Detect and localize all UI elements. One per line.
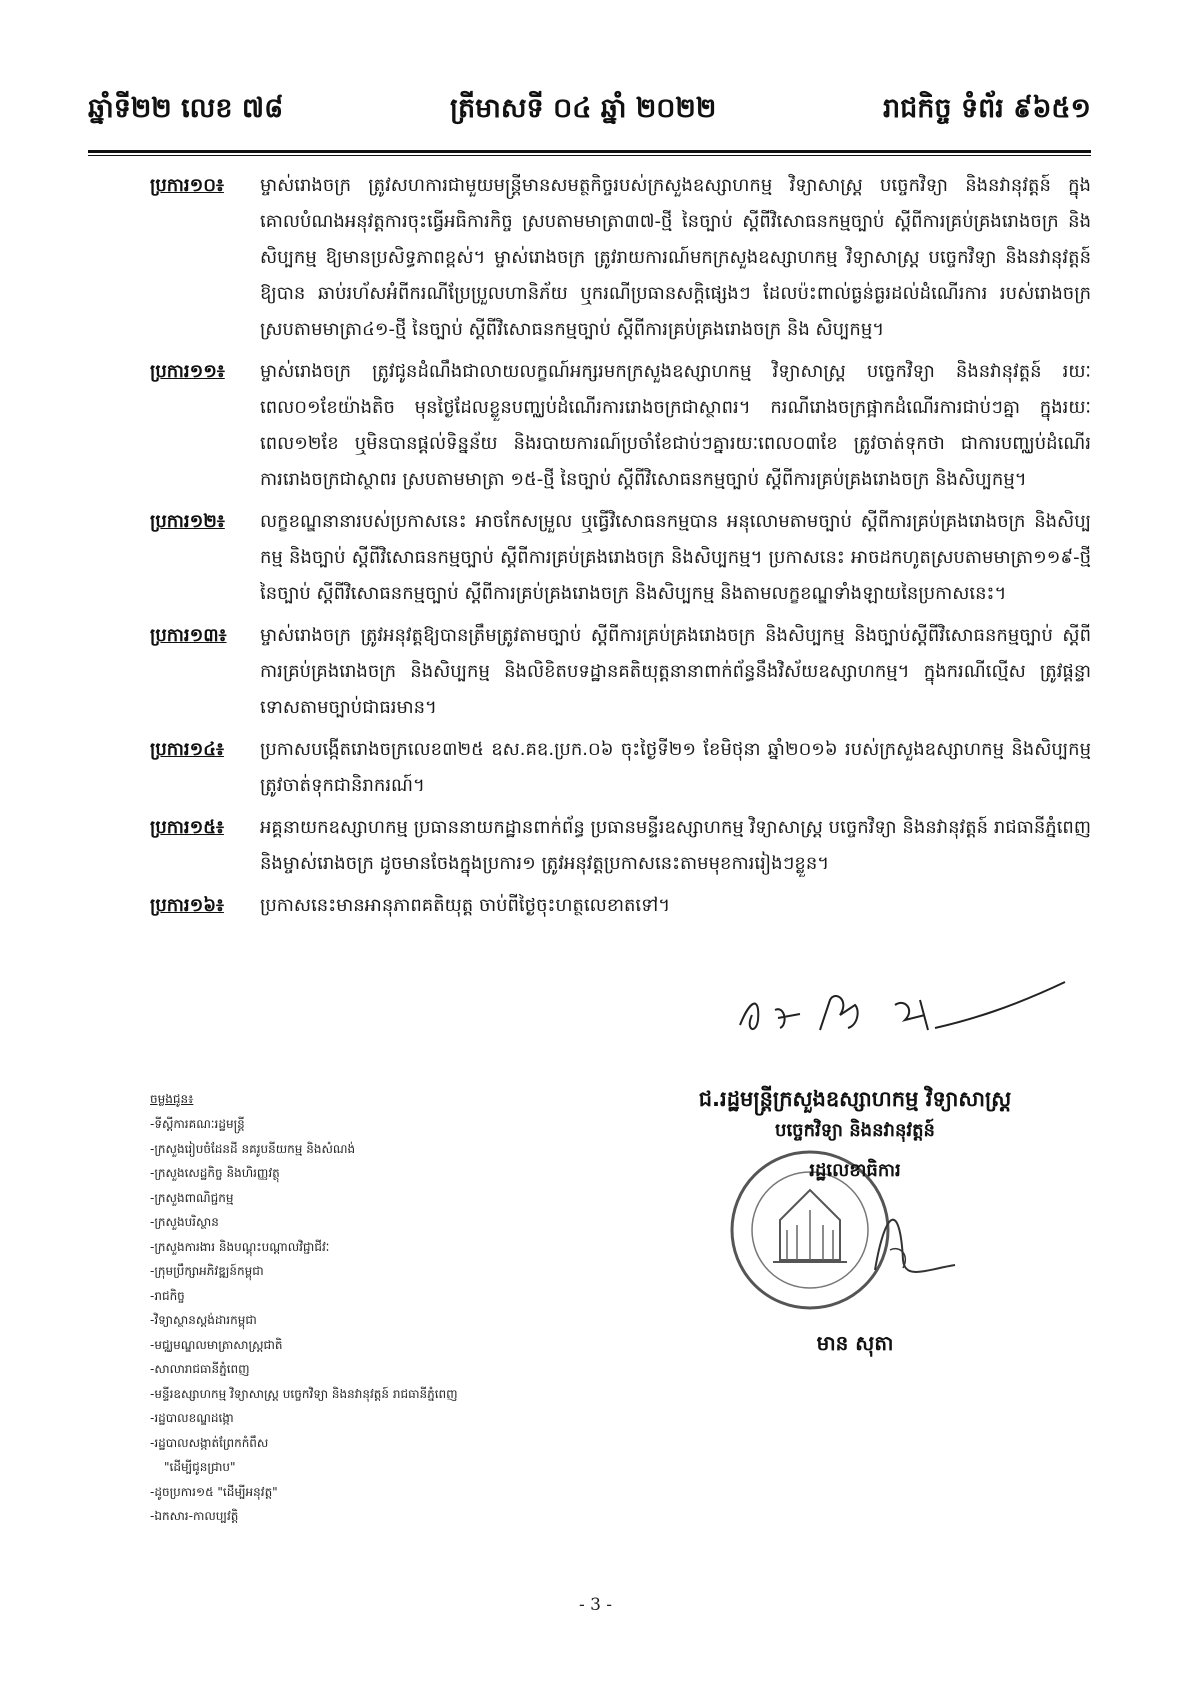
article-text: ប្រកាសនេះមានអានុភាពគតិយុត្ត ចាប់ពីថ្ងៃចុះហត្ថលេខាតទៅ។ [260,895,671,916]
recipients-title: ចម្លងជូន៖ [150,1092,194,1106]
article-text: លក្ខខណ្ឌនានារបស់ប្រកាសនេះ អាចកែសម្រួល ឬធ្វើវិសោធនកម្មបាន អនុលោមតាមច្បាប់ ស្តីពីការគ្រប់គ្រងរោងចក្រ និងសិប្បកម្ម និងច្បាប់ ស្តីពីវិសោធនកម្មច្បាប់ ស្តីពីការគ្រប់គ្រងរោងចក្រ និងសិប្បកម្ម។ ប្រកាសនេះ អាចដកហូតស្របតាមមាត្រា១១៩-ថ្មី នៃច្បាប់ ស្តីពីវិសោធនកម្មច្បាប់ ស្តីពីការគ្រប់គ្រងរោងចក្រ និងសិប្បកម្ម និងតាមលក្ខខណ្ឌទាំងឡាយនៃប្រកាសនេះ។ [260,511,1091,604]
article-10 [150,168,1091,348]
recipient-item: -រាជកិច្ច [150,1288,185,1303]
header-rule [88,150,1091,153]
article-label: ប្រការ១៥៖ [150,817,224,838]
article-text: អគ្គនាយកឧស្សាហកម្ម ប្រធាននាយកដ្ឋានពាក់ព័ន្ធ ប្រធានមន្ទីរឧស្សាហកម្ម វិទ្យាសាស្ត្រ បច្ចេកវិទ្យា និងនវានុវត្តន៍ រាជធានីភ្នំពេញ និងម្ចាស់រោងចក្រ ដូចមានចែងក្នុងប្រការ១ ត្រូវអនុវត្តប្រកាសនេះតាមមុខការរៀងៗខ្លួន។ [260,817,1091,874]
article-16 [150,888,1091,924]
recipient-item: -ទីស្តីការគណៈរដ្ឋមន្ត្រី [150,1117,245,1131]
article-label: ប្រការ១៤៖ [150,739,224,760]
article-label: ប្រការ១១៖ [150,361,225,382]
article-label: ប្រការ១៣៖ [150,625,227,646]
gazette-header [88,92,1091,141]
article-label: ប្រការ១០៖ [150,175,224,196]
recipient-note: "ដើម្បីជូនជ្រាប" [164,1460,236,1474]
article-14 [150,732,1091,804]
recipient-item: -ក្រសួងរៀបចំដែនដី នគរូបនីយកម្ម និងសំណង់ [150,1141,356,1156]
header-page: រាជកិច្ច ទំព័រ ៩៦៥១ [883,93,1091,124]
articles-list [150,168,1091,930]
minister-name: មាន សុតា [816,1331,894,1355]
article-11 [150,354,1091,498]
minister-role: រដ្ឋលេខាធិការ [809,1160,901,1181]
recipient-item: -ក្រសួងបរិស្ថាន [150,1215,219,1229]
recipient-item: -មជ្ឈមណ្ឌលមាត្រាសាស្ត្រជាតិ [150,1337,283,1352]
recipient-item: -ឯកសារ-កាលប្បវត្តិ [150,1509,239,1523]
minister-title: ជ.រដ្ឋមន្ត្រីក្រសួងឧស្សាហកម្ម វិទ្យាសាស្ត្រ [698,1087,1012,1111]
initials-signature [730,970,1070,1050]
recipients-list [150,1088,570,1529]
signature-block [640,1082,1070,1360]
article-label: ប្រការ១២៖ [150,511,225,532]
recipient-item: -ដូចប្រការ១៥ "ដើម្បីអនុវត្ត" [150,1484,278,1499]
recipient-item: -សាលារាជធានីភ្នំពេញ [150,1362,250,1376]
article-text: ម្ចាស់រោងចក្រ ត្រូវសហការជាមួយមន្ត្រីមានសមត្ថកិច្ចរបស់ក្រសួងឧស្សាហកម្ម វិទ្យាសាស្ត្រ បច្ចេកវិទ្យា និងនវានុវត្តន៍ ក្នុងគោលបំណងអនុវត្តការចុះធ្វើអធិការកិច្ច ស្របតាមមាត្រា៣៧-ថ្មី នៃច្បាប់ ស្តីពីវិសោធនកម្មច្បាប់ ស្តីពីការគ្រប់គ្រងរោងចក្រ និងសិប្បកម្ម ឱ្យមានប្រសិទ្ធភាពខ្ពស់។ ម្ចាស់រោងចក្រ ត្រូវរាយការណ៍មកក្រសួងឧស្សាហកម្ម វិទ្យាសាស្ត្រ បច្ចេកវិទ្យា និងនវានុវត្តន៍ ឱ្យបាន ឆាប់រហ័សអំពីករណីប្រែប្រួលហានិភ័យ ឬករណីប្រធានសក្តិផ្សេងៗ ដែលប៉ះពាល់ធ្ងន់ធ្ងរដល់ដំណើរការ របស់រោងចក្រ ស្របតាមមាត្រា៤១-ថ្មី នៃច្បាប់ ស្តីពីវិសោធនកម្មច្បាប់ ស្តីពីការគ្រប់គ្រងរោងចក្រ និង សិប្បកម្ម។ [260,175,1091,340]
page-number: - 3 - [578,1595,613,1615]
recipient-item: -ក្រសួងពាណិជ្ជកម្ម [150,1190,234,1205]
recipient-item: -វិទ្យាស្ថានស្តង់ដារកម្ពុជា [150,1313,257,1327]
article-text: ម្ចាស់រោងចក្រ ត្រូវអនុវត្តឱ្យបានត្រឹមត្រូវតាមច្បាប់ ស្តីពីការគ្រប់គ្រងរោងចក្រ និងសិប្បកម្ម និងច្បាប់ស្តីពីវិសោធនកម្មច្បាប់ ស្តីពីការគ្រប់គ្រងរោងចក្រ និងសិប្បកម្ម និងលិខិតបទដ្ឋានគតិយុត្តនានាពាក់ព័ន្ធនឹងវិស័យឧស្សាហកម្ម។ ក្នុងករណីល្មើស ត្រូវផ្តន្ទាទោសតាមច្បាប់ជាធរមាន។ [260,625,1091,718]
recipient-item: -ក្រសួងការងារ និងបណ្តុះបណ្តាលវិជ្ជាជីវៈ [150,1239,330,1254]
minister-subtitle: បច្ចេកវិទ្យា និងនវានុវត្តន៍ [775,1120,935,1141]
recipient-item: -ក្រុមប្រឹក្សាអភិវឌ្ឍន៍កម្ពុជា [150,1264,264,1278]
recipient-item: -រដ្ឋបាលខណ្ឌដង្កោ [150,1411,234,1425]
header-quarter: ត្រីមាសទី ០៤ ឆ្នាំ ២០២២ [449,93,717,124]
header-issue: ឆ្នាំទី២២ លេខ ៧៨ [88,93,284,124]
recipient-item: -រដ្ឋបាលសង្កាត់ព្រែកកំពឹស [150,1435,269,1450]
ministry-seal [725,1150,985,1330]
article-13 [150,618,1091,726]
article-text: ប្រកាសបង្កើតរោងចក្រលេខ៣២៥ ឧស.គឧ.ប្រក.០៦ ចុះថ្ងៃទី២១ ខែមិថុនា ឆ្នាំ២០១៦ របស់ក្រសួងឧស្សាហកម្ម និងសិប្បកម្ម ត្រូវចាត់ទុកជានិរាករណ៍។ [260,739,1091,796]
article-12 [150,504,1091,612]
recipient-item: -ក្រសួងសេដ្ឋកិច្ច និងហិរញ្ញវត្ថុ [150,1166,280,1180]
article-text: ម្ចាស់រោងចក្រ ត្រូវជូនដំណឹងជាលាយលក្ខណ៍អក្សរមកក្រសួងឧស្សាហកម្ម វិទ្យាសាស្ត្រ បច្ចេកវិទ្យា និងនវានុវត្តន៍ រយៈពេល០១ខែយ៉ាងតិច មុនថ្ងៃដែលខ្លួនបញ្ឈប់ដំណើរការរោងចក្រជាស្ថាពរ។ ករណីរោងចក្រផ្អាកដំណើរការជាប់ៗគ្នា ក្នុងរយៈពេល១២ខែ ឬមិនបានផ្តល់ទិន្នន័យ និងរបាយការណ៍ប្រចាំខែជាប់ៗគ្នារយៈពេល០៣ខែ ត្រូវចាត់ទុកថា ជាការបញ្ឈប់ដំណើរការរោងចក្រជាស្ថាពរ ស្របតាមមាត្រា ១៥-ថ្មី នៃច្បាប់ ស្តីពីវិសោធនកម្មច្បាប់ ស្តីពីការគ្រប់គ្រងរោងចក្រ និងសិប្បកម្ម។ [260,361,1091,490]
article-label: ប្រការ១៦៖ [150,895,224,916]
header-rule-thin [88,155,1091,156]
recipient-item: -មន្ទីរឧស្សាហកម្ម វិទ្យាសាស្ត្រ បច្ចេកវិទ្យា និងនវានុវត្តន៍ រាជធានីភ្នំពេញ [150,1386,458,1401]
article-15 [150,810,1091,882]
